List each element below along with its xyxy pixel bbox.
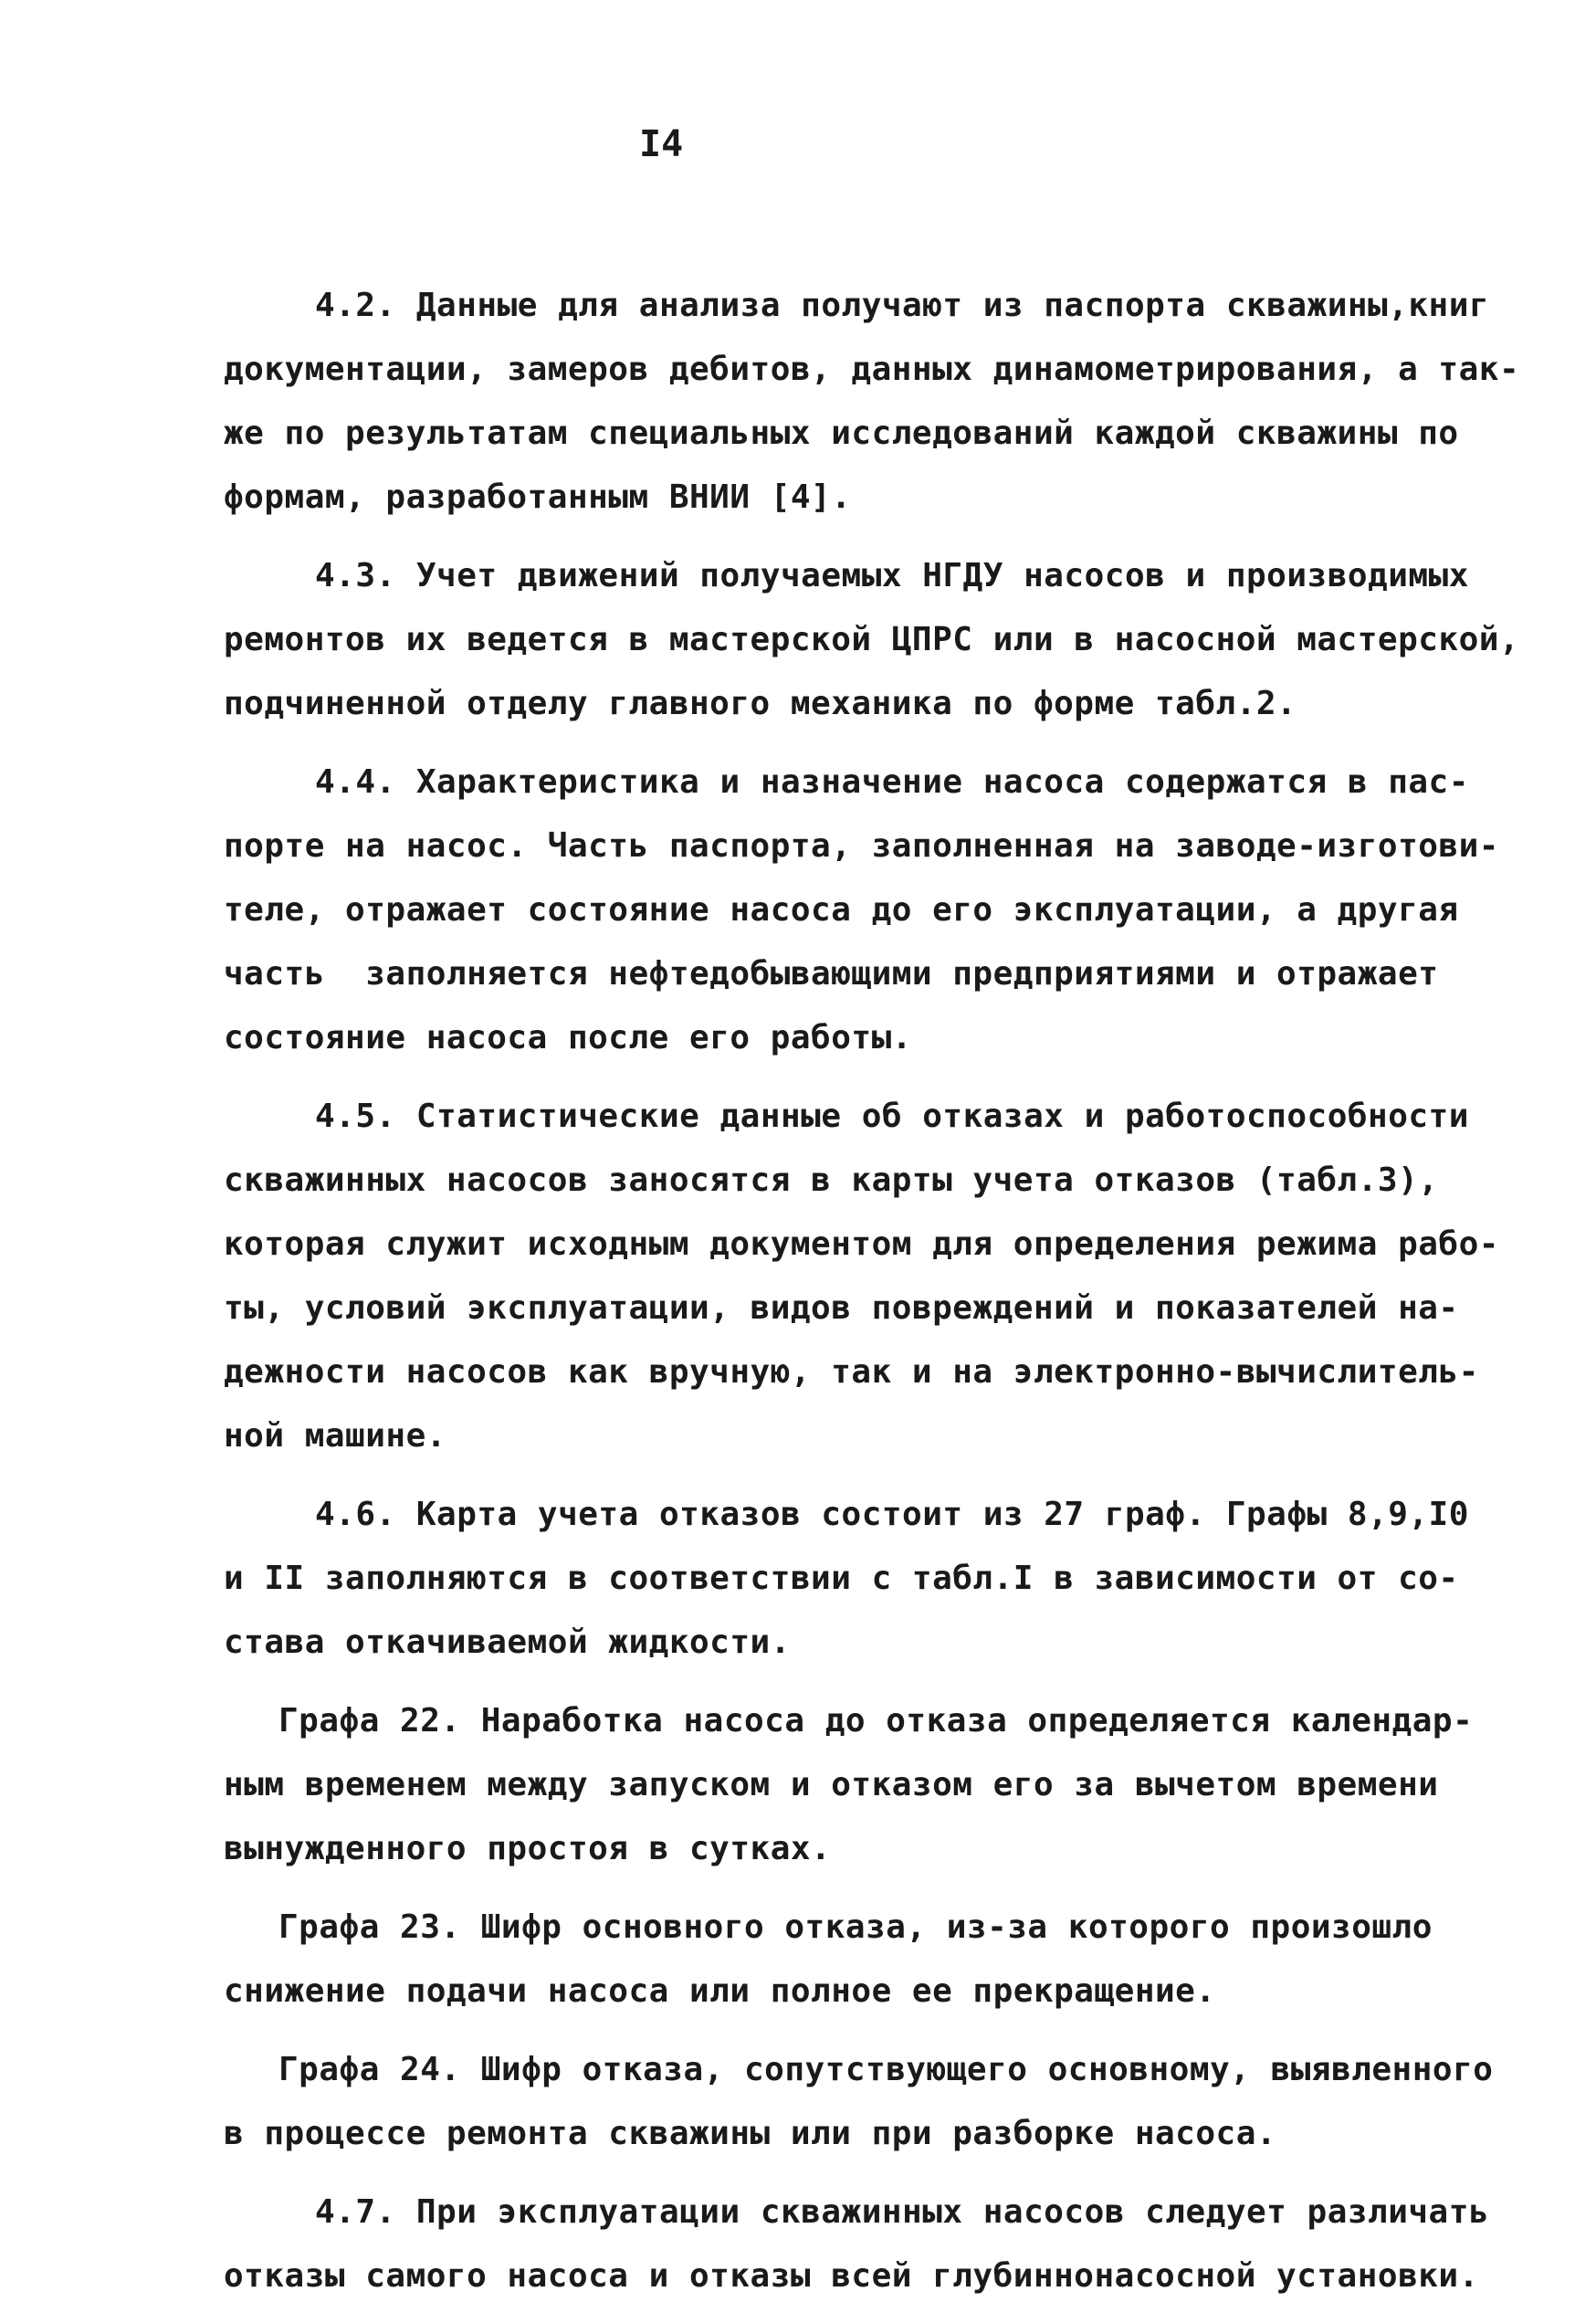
- text-line: 4.2. Данные для анализа получают из паспорта скважины,книг: [315, 287, 1490, 324]
- text-line: дежности насосов как вручную, так и на электронно-вычислитель-: [224, 1353, 1479, 1391]
- text-line: ным временем между запуском и отказом его за вычетом времени: [224, 1766, 1439, 1803]
- paragraph-4-4: [224, 751, 1499, 1070]
- text-line: 4.4. Характеристика и назначение насоса содержатся в пас-: [315, 763, 1469, 801]
- text-line: скважинных насосов заносятся в карты учета отказов (табл.3),: [224, 1162, 1439, 1199]
- text-line: ремонтов их ведется в мастерской ЦПРС или в насосной мастерской,: [224, 621, 1520, 658]
- text-line: снижение подачи насоса или полное ее прекращение.: [224, 1972, 1216, 2010]
- paragraph-4-2: [224, 274, 1520, 530]
- text-line: отказы самого насоса и отказы всей глубиннонасосной установки.: [224, 2257, 1479, 2295]
- page-number: I4: [639, 123, 684, 165]
- text-line: документации, замеров дебитов, данных динамометрирования, а так-: [224, 351, 1520, 388]
- document-body: [224, 274, 1520, 2323]
- text-line: порте на насос. Часть паспорта, заполненная на заводе-изготови-: [224, 827, 1499, 865]
- text-line: Графа 24. Шифр отказа, сопутствующего основному, выявленного: [278, 2051, 1494, 2088]
- text-line: и II заполняются в соответствии с табл.I в зависимости от со-: [224, 1560, 1459, 1597]
- text-line: става откачиваемой жидкости.: [224, 1624, 791, 1661]
- text-line: теле, отражает состояние насоса до его эксплуатации, а другая: [224, 891, 1459, 929]
- text-line: которая служит исходным документом для определения режима рабо-: [224, 1225, 1499, 1263]
- paragraph-graf-24: [224, 2038, 1494, 2166]
- paragraph-4-7: [224, 2181, 1490, 2308]
- text-line: Графа 23. Шифр основного отказа, из-за которого произошло: [278, 1908, 1433, 1946]
- text-line: же по результатам специальных исследований каждой скважины по: [224, 415, 1459, 452]
- text-line: 4.3. Учет движений получаемых НГДУ насосов и производимых: [315, 557, 1469, 594]
- text-line: 4.5. Статистические данные об отказах и работоспособности: [315, 1098, 1469, 1135]
- paragraph-4-6: [224, 1483, 1469, 1675]
- paragraph-4-3: [224, 544, 1520, 736]
- text-line: 4.6. Карта учета отказов состоит из 27 граф. Графы 8,9,I0: [315, 1496, 1469, 1533]
- text-line: в процессе ремонта скважины или при разборке насоса.: [224, 2115, 1277, 2152]
- text-line: Графа 22. Наработка насоса до отказа определяется календар-: [278, 1702, 1474, 1740]
- text-line: формам, разработанным ВНИИ [4].: [224, 478, 852, 516]
- paragraph-graf-23: [224, 1896, 1433, 2023]
- text-line: ной машине.: [224, 1417, 446, 1455]
- text-line: подчиненной отделу главного механика по форме табл.2.: [224, 685, 1297, 722]
- paragraph-graf-22: [224, 1689, 1474, 1881]
- text-line: вынужденного простоя в сутках.: [224, 1830, 832, 1867]
- text-line: часть заполняется нефтедобывающими предприятиями и отражает: [224, 955, 1439, 993]
- text-line: состояние насоса после его работы.: [224, 1019, 912, 1056]
- text-line: ты, условий эксплуатации, видов повреждений и показателей на-: [224, 1289, 1459, 1327]
- text-line: 4.7. При эксплуатации скважинных насосов следует различать: [315, 2193, 1490, 2231]
- paragraph-4-5: [224, 1085, 1499, 1468]
